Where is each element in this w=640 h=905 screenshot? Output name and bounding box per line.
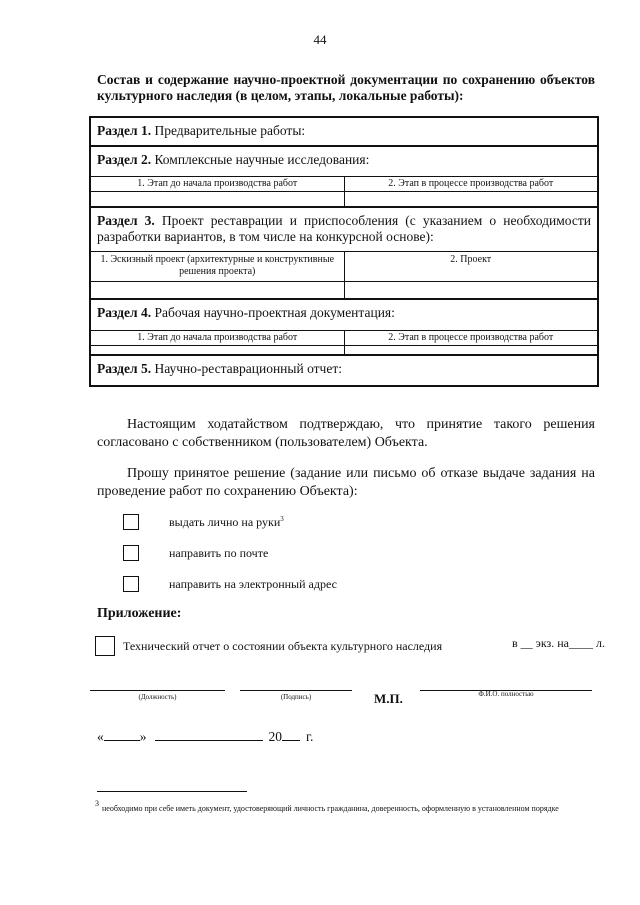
- section-title: [91, 208, 597, 251]
- section-title: [91, 147, 597, 174]
- stage-cell: 1. Этап до начала производства работ: [137, 178, 298, 189]
- footnote-mark: 3: [95, 799, 99, 808]
- stage-cell: 2. Этап в процессе производства работ: [344, 177, 598, 191]
- stage-cell: 1. Эскизный проект (архитектурные и конструктивные решения проекта): [100, 254, 335, 277]
- section-name: Рабочая научно-проектная документация:: [154, 305, 395, 320]
- checkbox[interactable]: [123, 545, 139, 561]
- option-in-person[interactable]: [123, 514, 284, 530]
- close-quote: »: [139, 729, 147, 744]
- section-title: [91, 300, 597, 327]
- sections-table: [89, 116, 599, 387]
- day-blank[interactable]: [104, 728, 140, 741]
- appendix-item[interactable]: [95, 636, 442, 656]
- section-name: Научно-реставрационный отчет:: [154, 361, 342, 376]
- section-number: Раздел 5.: [97, 361, 152, 376]
- stage-header-row: [91, 330, 597, 345]
- blank-cell[interactable]: [344, 346, 598, 354]
- footnote-ref: 3: [280, 514, 284, 523]
- section-title: [91, 356, 597, 385]
- blank-cell[interactable]: [344, 282, 598, 298]
- section-number: Раздел 3.: [97, 213, 155, 228]
- document-heading: Состав и содержание научно-проектной документации по сохранению объектов культурного наследия (в целом, этапы, локальные работы):: [97, 72, 595, 103]
- stage-header-row: [91, 176, 597, 191]
- appendix-title: Приложение:: [97, 606, 182, 621]
- signature-caption: (Подпись): [280, 693, 312, 701]
- stage-cell: 1. Этап до начала производства работ: [137, 332, 298, 343]
- appendix-item-label: Технический отчет о состоянии объекта культурного наследия: [123, 638, 443, 653]
- checkbox[interactable]: [123, 514, 139, 530]
- stamp-place: М.П.: [374, 691, 403, 706]
- footnote-text: необходимо при себе иметь документ, удостоверяющий личность гражданина, доверенность, оформленную в установленном порядке: [102, 804, 559, 813]
- year-suffix: г.: [306, 729, 314, 744]
- stage-cell: 2. Проект: [344, 252, 598, 281]
- option-label: направить на электронный адрес: [169, 576, 337, 591]
- blank-cell[interactable]: [344, 192, 598, 206]
- section-4: [91, 298, 597, 354]
- option-label: направить по почте: [169, 545, 269, 560]
- section-number: Раздел 1.: [97, 123, 152, 138]
- blank-cell[interactable]: [91, 282, 344, 298]
- request-paragraph: Прошу принятое решение (задание или письмо об отказе выдаче задания на проведение работ по сохранению Объекта):: [97, 466, 595, 499]
- page-number: 44: [313, 32, 327, 47]
- section-5: [91, 354, 597, 385]
- section-1: [91, 118, 597, 145]
- position-line[interactable]: [90, 690, 225, 691]
- section-number: Раздел 2.: [97, 152, 152, 167]
- option-label: выдать лично на руки$^3$: [169, 514, 284, 529]
- position-caption: (Должность): [138, 693, 177, 701]
- section-name: Проект реставрации и приспособления (с указанием о необходимости разработки вариантов, в том числе на конкурсной основе):: [97, 213, 591, 244]
- full-name-caption: Ф.И.О. полностью: [478, 690, 534, 698]
- blank-cell[interactable]: [91, 192, 344, 206]
- checkbox[interactable]: [95, 636, 115, 656]
- year-blank[interactable]: [282, 728, 300, 741]
- open-quote: «: [97, 729, 104, 744]
- stage-header-row: [91, 251, 597, 281]
- stage-blank-row: [91, 281, 597, 298]
- appendix-copies: в __ экз. на____ л.: [512, 636, 605, 650]
- stage-cell: 2. Этап в процессе производства работ: [344, 331, 598, 345]
- section-title: [91, 118, 597, 145]
- confirmation-paragraph: Настоящим ходатайством подтверждаю, что принятие такого решения согласовано с собственником (пользователем) Объекта.: [97, 417, 595, 450]
- section-number: Раздел 4.: [97, 305, 152, 320]
- section-2: [91, 145, 597, 206]
- year-prefix: 20: [268, 729, 282, 744]
- option-by-email[interactable]: [123, 576, 337, 592]
- checkbox[interactable]: [123, 576, 139, 592]
- stage-blank-row: [91, 345, 597, 354]
- footnote-rule: [97, 791, 247, 792]
- option-by-mail[interactable]: [123, 545, 268, 561]
- stage-blank-row: [91, 191, 597, 206]
- month-blank[interactable]: [155, 728, 263, 741]
- date-line: [97, 728, 313, 745]
- section-name: Комплексные научные исследования:: [154, 152, 370, 167]
- section-name: Предварительные работы:: [154, 123, 306, 138]
- section-3: [91, 206, 597, 298]
- blank-cell[interactable]: [91, 346, 344, 354]
- signature-line[interactable]: [240, 690, 352, 691]
